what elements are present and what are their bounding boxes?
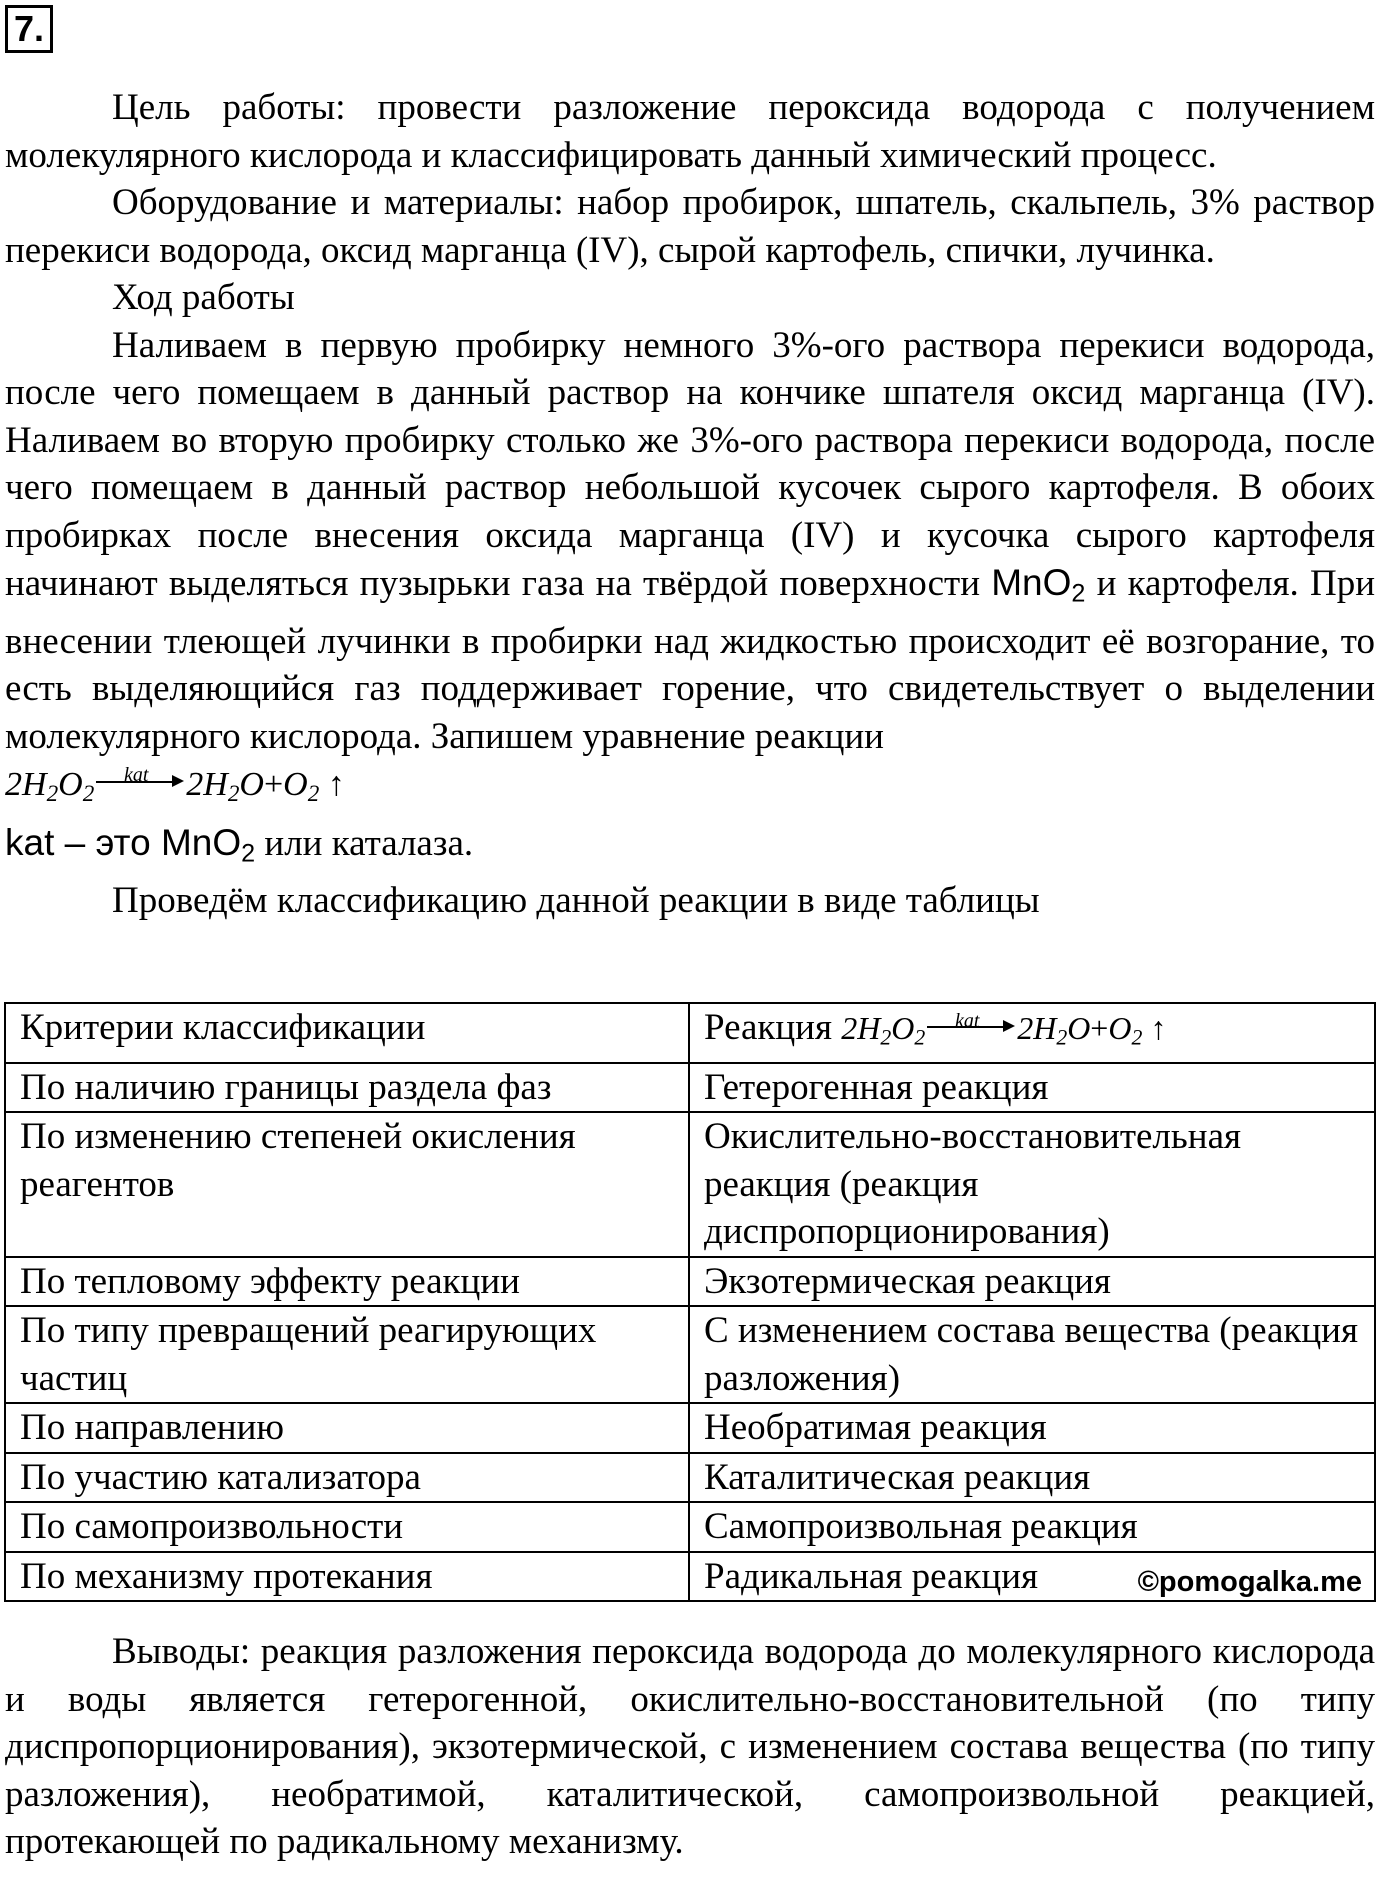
criterion-cell: По направлению xyxy=(5,1403,689,1453)
header-criteria: Критерии классификации xyxy=(5,1003,689,1063)
table-row xyxy=(5,1403,1375,1453)
table-row xyxy=(5,1257,1375,1307)
mno2-formula: MnO$_2$ xyxy=(991,562,1086,608)
equipment-paragraph: Оборудование и материалы: набор пробирок, шпатель, скальпель, 3% раствор перекиси водорода, оксид марганца (IV), сырой картофель, спички, лучинка. xyxy=(5,182,1375,271)
criterion-cell: По механизму протекания xyxy=(5,1552,689,1602)
table-row xyxy=(5,1552,1375,1602)
criterion-cell: По самопроизвольности xyxy=(5,1502,689,1552)
criterion-cell: По типу превращений реагирующих частиц xyxy=(5,1306,689,1403)
reaction-arrow: kat xyxy=(96,761,184,795)
table-header-row xyxy=(5,1003,1375,1063)
procedure-text-a: Наливаем в первую пробирку немного 3%-ого раствора перекиси водорода, после чего помещаем в данный раствор на кончике шпателя оксид марганца (IV). Наливаем во вторую пробирку столько же 3%-ого раствора перекиси водорода, после чего помещаем в данный раствор небольшой кусочек сырого картофеля. В обоих пробирках после внесения оксида марганца (IV) и кусочка сырого картофеля начинают выделяться пузырьки газа на твёрдой поверхности xyxy=(5,324,1375,604)
value-cell: Экзотермическая реакция xyxy=(689,1257,1375,1307)
classification-table xyxy=(4,1002,1376,1602)
table-row xyxy=(5,1453,1375,1503)
table-row xyxy=(5,1112,1375,1257)
reaction-equation: $2H_2O_2$ kat $2H_2O+O_2$ ↑ xyxy=(5,760,1375,818)
value-cell: Окислительно-восстановительная реакция (реакция диспропорционирования) xyxy=(689,1112,1375,1257)
kat-definition: kat – это MnO$_2$ или каталаза. xyxy=(5,821,474,867)
criterion-cell: По тепловому эффекту реакции xyxy=(5,1257,689,1307)
value-cell: Радикальная реакция ©pomogalka.me xyxy=(689,1552,1375,1602)
goal-paragraph: Цель работы: провести разложение пероксида водорода с получением молекулярного кислорода и классифицировать данный химический процесс. xyxy=(5,87,1375,176)
table-row xyxy=(5,1306,1375,1403)
watermark: ©pomogalka.me xyxy=(1137,1566,1362,1599)
table-row xyxy=(5,1502,1375,1552)
conclusion-paragraph: Выводы: реакция разложения пероксида водорода до молекулярного кислорода и воды является гетерогенной, окислительно-восстановительной (по типу диспропорционирования), экзотермической, с изменением состава вещества (по типу разложения), необратимой, каталитической, самопроизвольной реакцией, протекающей по радикальному механизму. xyxy=(5,1631,1375,1862)
value-cell: Необратимая реакция xyxy=(689,1403,1375,1453)
value-cell: С изменением состава вещества (реакция разложения) xyxy=(689,1306,1375,1403)
procedure-paragraph xyxy=(5,322,1375,761)
criterion-cell: По наличию границы раздела фаз xyxy=(5,1063,689,1113)
table-intro: Проведём классификацию данной реакции в виде таблицы xyxy=(112,880,1040,922)
value-cell: Гетерогенная реакция xyxy=(689,1063,1375,1113)
procedure-text-b: и картофеля. При внесении тлеющей лучинки в пробирки над жидкостью происходит её возгорание, то есть выделяющийся газ поддерживает горение, что свидетельствует о выделении молекулярного кислорода. Запишем уравнение реакции xyxy=(5,563,1376,757)
value-cell: Самопроизвольная реакция xyxy=(689,1502,1375,1552)
header-reaction: Реакция $2H_2O_2$ kat $2H_2O+O_2$ ↑ xyxy=(689,1003,1375,1063)
body-text-top xyxy=(5,84,1375,925)
procedure-heading: Ход работы xyxy=(112,277,295,318)
value-cell: Каталитическая реакция xyxy=(689,1453,1375,1503)
table-row xyxy=(5,1063,1375,1113)
task-number: 7. xyxy=(5,5,53,53)
criterion-cell: По участию катализатора xyxy=(5,1453,689,1503)
criterion-cell: По изменению степеней окисления реагентов xyxy=(5,1112,689,1257)
body-text-bottom xyxy=(5,1628,1375,1866)
